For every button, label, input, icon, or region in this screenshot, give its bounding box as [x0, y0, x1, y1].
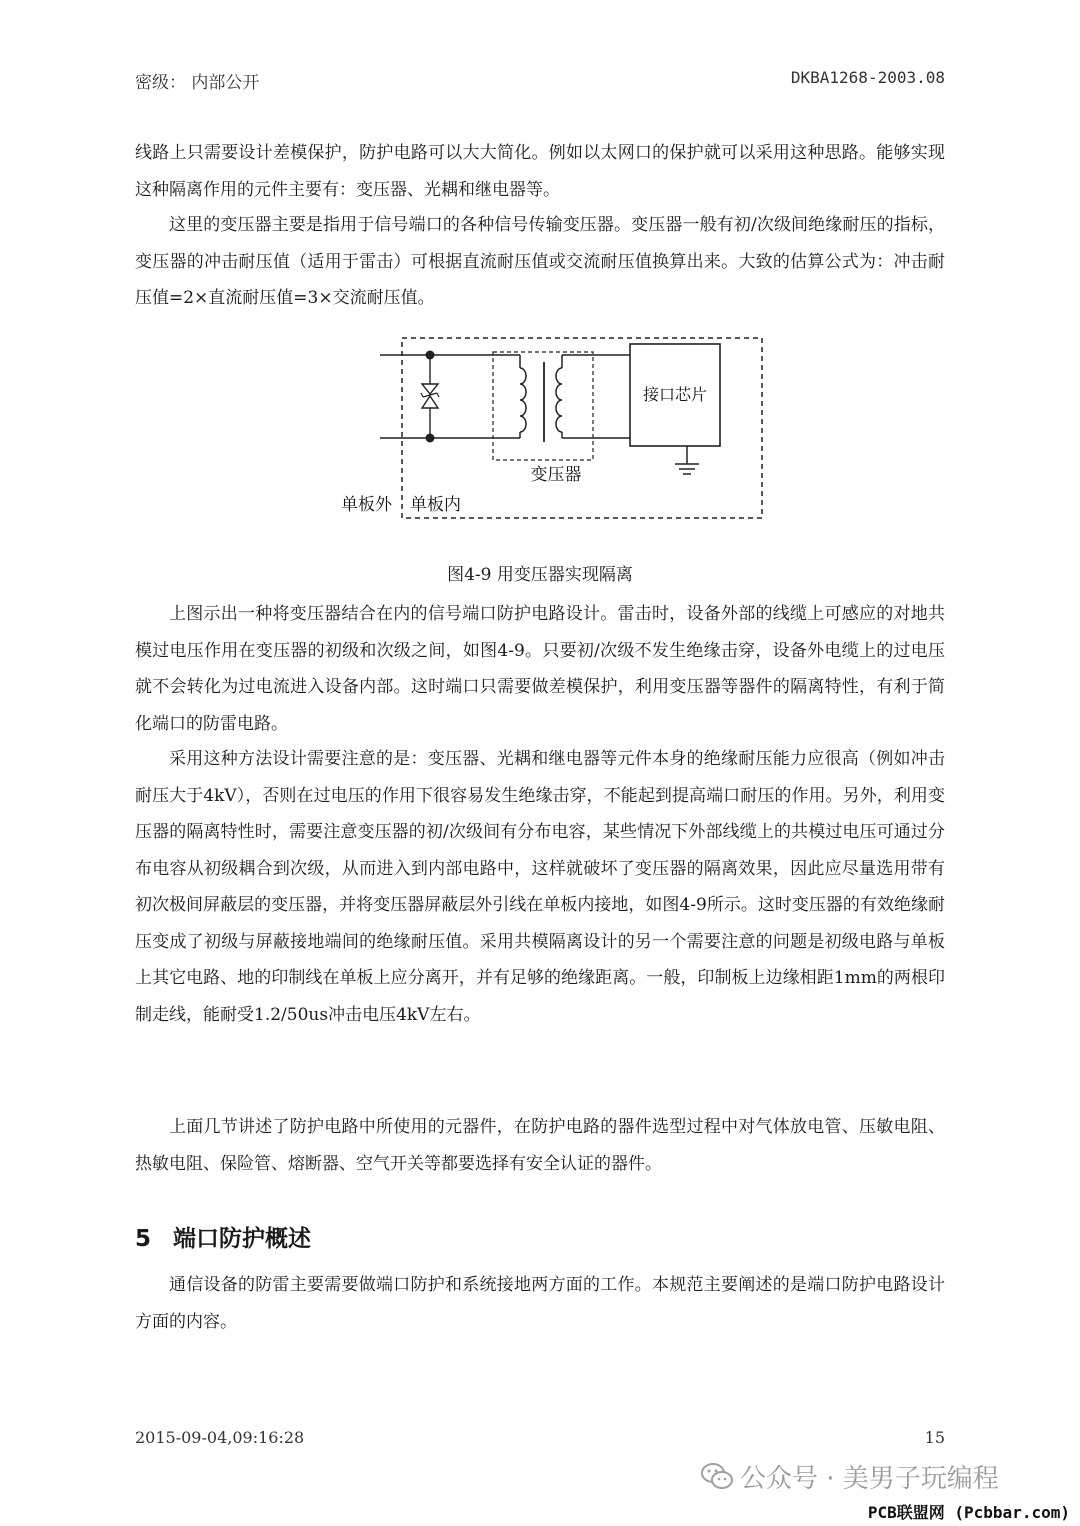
- paragraph-3: 上图示出一种将变压器结合在内的信号端口防护电路设计。雷击时，设备外部的线缆上可感应的对地共模过电压作用在变压器的初级和次级之间，如图4-9。只要初/次级不发生绝缘击穿，设备外电缆上的过电压就不会转化为过电流进入设备内部。这时端口只需要做差模保护，利用变压器等器件的隔离特性，有利于简化端口的防雷电路。: [135, 604, 945, 734]
- header-classification: 密级： 内部公开: [135, 73, 260, 93]
- figure-caption: 图4-9 用变压器实现隔离: [447, 565, 633, 585]
- page-number: 15: [924, 1428, 945, 1447]
- watermark: [700, 1458, 999, 1498]
- site-watermark: PCB联盟网 (Pcbbar.com): [867, 1503, 1070, 1522]
- chip-label: 接口芯片: [642, 385, 708, 404]
- paragraph-6: 通信设备的防雷主要需要做端口防护和系统接地两方面的工作。本规范主要阐述的是端口防护电路设计方面的内容。: [135, 1275, 945, 1332]
- section-heading: [135, 1220, 311, 1253]
- section-title-text: 端口防护概述: [173, 1226, 311, 1252]
- paragraph-1: 线路上只需要设计差模保护，防护电路可以大大简化。例如以太网口的保护就可以采用这种思路。能够实现这种隔离作用的元件主要有：变压器、光耦和继电器等。: [135, 143, 945, 200]
- footer-timestamp: 2015-09-04,09:16:28: [135, 1428, 305, 1447]
- inside-board-label: 单板内: [410, 495, 461, 515]
- paragraph-2: 这里的变压器主要是指用于信号端口的各种信号传输变压器。变压器一般有初/次级间绝缘耐压的指标，变压器的冲击耐压值（适用于雷击）可根据直流耐压值或交流耐压值换算出来。大致的估算公式为：冲击耐压值=2×直流耐压值=3×交流耐压值。: [135, 215, 945, 308]
- section-number: 5: [135, 1226, 152, 1252]
- wechat-icon: [700, 1461, 734, 1498]
- primary-winding: [495, 355, 526, 438]
- tvs-diode: [421, 384, 439, 408]
- watermark-text: 公众号 · 美男子玩编程: [740, 1464, 999, 1494]
- paragraph-5: 上面几节讲述了防护电路中所使用的元器件，在防护电路的器件选型过程中对气体放电管、压敏电阻、热敏电阻、保险管、熔断器、空气开关等都要选择有安全认证的器件。: [135, 1117, 945, 1174]
- outside-board-label: 单板外: [341, 495, 392, 515]
- transformer-shield-box: [493, 352, 593, 460]
- transformer-isolation-diagram: [330, 330, 770, 530]
- header-doc-number: DKBA1268-2003.08: [790, 68, 945, 87]
- paragraph-4: 采用这种方法设计需要注意的是：变压器、光耦和继电器等元件本身的绝缘耐压能力应很高（例如冲击耐压大于4kV），否则在过电压的作用下很容易发生绝缘击穿，不能起到提高端口耐压的作用。另外，利用变压器的隔离特性时，需要注意变压器的初/次级间有分布电容，某些情况下外部线缆上的共模过电压可通过分布电容从初级耦合到次级，从而进入到内部电路中，这样就破坏了变压器的隔离效果，因此应尽量选用带有初次极间屏蔽层的变压器，并将变压器屏蔽层外引线在单板内接地，如图4-9所示。这时变压器的有效绝缘耐压变成了初级与屏蔽接地端间的绝缘耐压值。采用共模隔离设计的另一个需要注意的问题是初级电路与单板上其它电路、地的印制线在单板上应分离开，并有足够的绝缘距离。一般，印制板上边缘相距1mm的两根印制走线，能耐受1.2/50us冲击电压4kV左右。: [135, 749, 945, 1025]
- ground-icon: [675, 446, 699, 474]
- transformer-label: 变压器: [530, 465, 582, 485]
